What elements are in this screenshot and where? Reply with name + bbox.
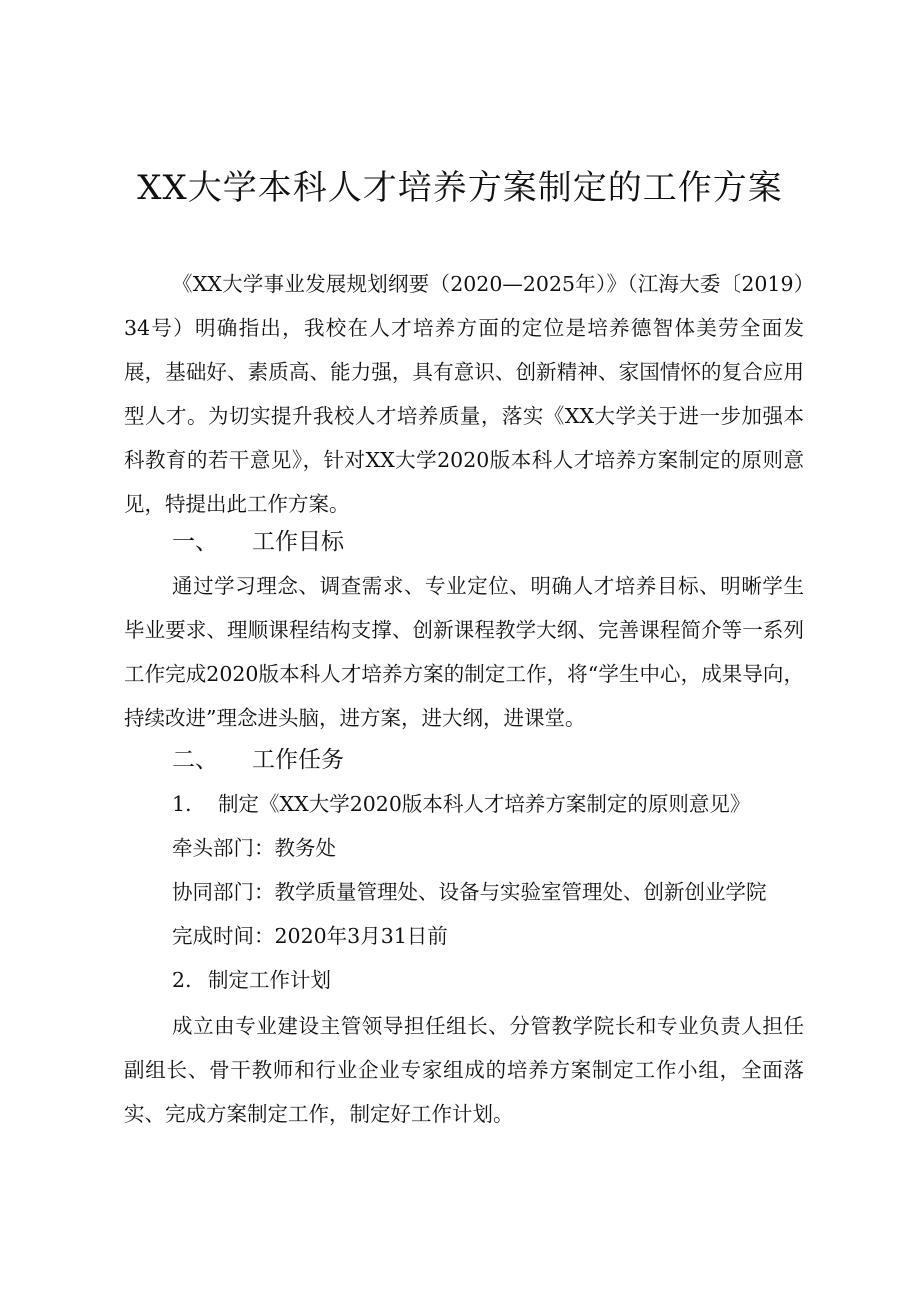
section-number: 一、 <box>172 529 218 555</box>
task-number: 2. <box>172 968 192 992</box>
section-heading-tasks <box>172 738 344 782</box>
section-title: 工作目标 <box>252 529 344 555</box>
section-heading-goals <box>172 520 344 564</box>
plan-paragraph: 成立由专业建设主管领导担任组长、分管教学院长和专业负责人担任副组长、骨干教师和行业企业专家组成的培养方案制定工作小组，全面落实、完成方案制定工作，制定好工作计划。 <box>124 1014 804 1126</box>
task-item-2 <box>172 958 331 1002</box>
section-number: 二、 <box>172 747 218 773</box>
task-title: 制定《XX大学2020版本科人才培养方案制定的原则意见》 <box>218 792 751 816</box>
document-title: XX大学本科人才培养方案制定的工作方案 <box>137 168 783 208</box>
task-title: 制定工作计划 <box>208 968 331 992</box>
task-number: 1. <box>172 792 192 816</box>
lead-department: 牵头部门：教务处 <box>172 836 336 860</box>
goals-paragraph: 通过学习理念、调查需求、专业定位、明确人才培养目标、明晰学生毕业要求、理顺课程结构支撑、创新课程教学大纲、完善课程简介等一系列工作完成2020版本科人才培养方案的制定工作，将“学生中心，成果导向，持续改进”理念进头脑，进方案，进大纲，进课堂。 <box>124 574 804 730</box>
intro-paragraph: 《XX大学事业发展规划纲要（2020—2025年）》（江海大委〔2019）34号）明确指出，我校在人才培养方面的定位是培养德智体美劳全面发展，基础好、素质高、能力强，具有意识、创新精神、家国情怀的复合应用型人才。为切实提升我校人才培养质量，落实《XX大学关于进一步加强本科教育的若干意见》，针对XX大学2020版本科人才培养方案制定的原则意见，特提出此工作方案。 <box>124 272 804 516</box>
cooperating-departments: 协同部门：教学质量管理处、设备与实验室管理处、创新创业学院 <box>172 880 767 904</box>
section-title: 工作任务 <box>252 747 344 773</box>
task-item-1 <box>172 782 750 826</box>
deadline: 完成时间：2020年3月31日前 <box>172 924 448 948</box>
